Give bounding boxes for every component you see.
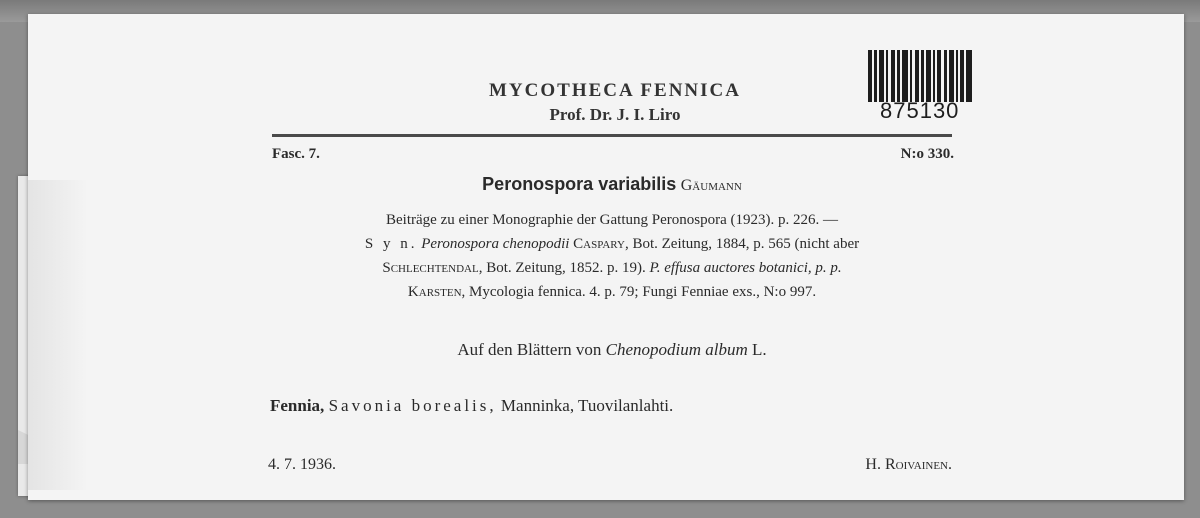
- synonym-author: Caspary,: [573, 236, 629, 252]
- host-prefix: Auf den Blättern von: [457, 340, 602, 359]
- synonym-name: Peronospora chenopodii: [421, 236, 570, 252]
- locality-country: Fennia,: [270, 396, 325, 415]
- barcode: [868, 50, 992, 102]
- reference-line-4: [272, 280, 952, 304]
- reference-citation: Bot. Zeitung, 1852. p. 19).: [486, 260, 646, 276]
- reference-line-1: Beiträge zu einer Monographie der Gattung Peronospora (1923). p. 226. —: [386, 212, 838, 228]
- header-rule: [272, 134, 952, 137]
- species-name: Peronospora variabilis: [482, 174, 677, 194]
- collection-date: 4. 7. 1936.: [268, 456, 336, 473]
- host-suffix: L.: [752, 340, 767, 359]
- synonym-citation: Bot. Zeitung, 1884, p. 565 (nicht aber: [632, 236, 860, 252]
- species-author: Gäumann: [680, 177, 742, 194]
- collector-text: H. Roivainen.: [865, 456, 952, 473]
- collection-title: MYCOTHECA FENNICA: [489, 80, 741, 101]
- barcode-number: 875130: [880, 98, 960, 123]
- reference-author: Schlechtendal,: [382, 260, 483, 276]
- reference-name: P. effusa auctores botanici, p. p.: [649, 260, 842, 276]
- reference-line-2: [272, 232, 952, 256]
- specimen-number: N:o 330.: [900, 146, 954, 162]
- locality: [270, 396, 970, 416]
- fascicle: Fasc. 7.: [272, 146, 320, 162]
- reference-line-3: [272, 256, 952, 280]
- locality-place: Manninka, Tuovilanlahti.: [500, 396, 674, 415]
- reference-citation-karsten: Mycologia fennica. 4. p. 79; Fungi Fenniae exs., N:o 997.: [469, 284, 817, 300]
- reference-author-karsten: Karsten,: [407, 284, 466, 300]
- collection-editor: Prof. Dr. J. I. Liro: [549, 105, 681, 124]
- species-heading: [272, 174, 952, 195]
- locality-province: Savonia borealis,: [328, 396, 497, 415]
- host-plant-name: Chenopodium album: [605, 340, 748, 359]
- host-plant: [272, 340, 952, 360]
- label-shade: [28, 180, 88, 490]
- references: [272, 208, 952, 304]
- collector-name: [865, 456, 952, 474]
- synonym-label: S y n.: [364, 236, 418, 252]
